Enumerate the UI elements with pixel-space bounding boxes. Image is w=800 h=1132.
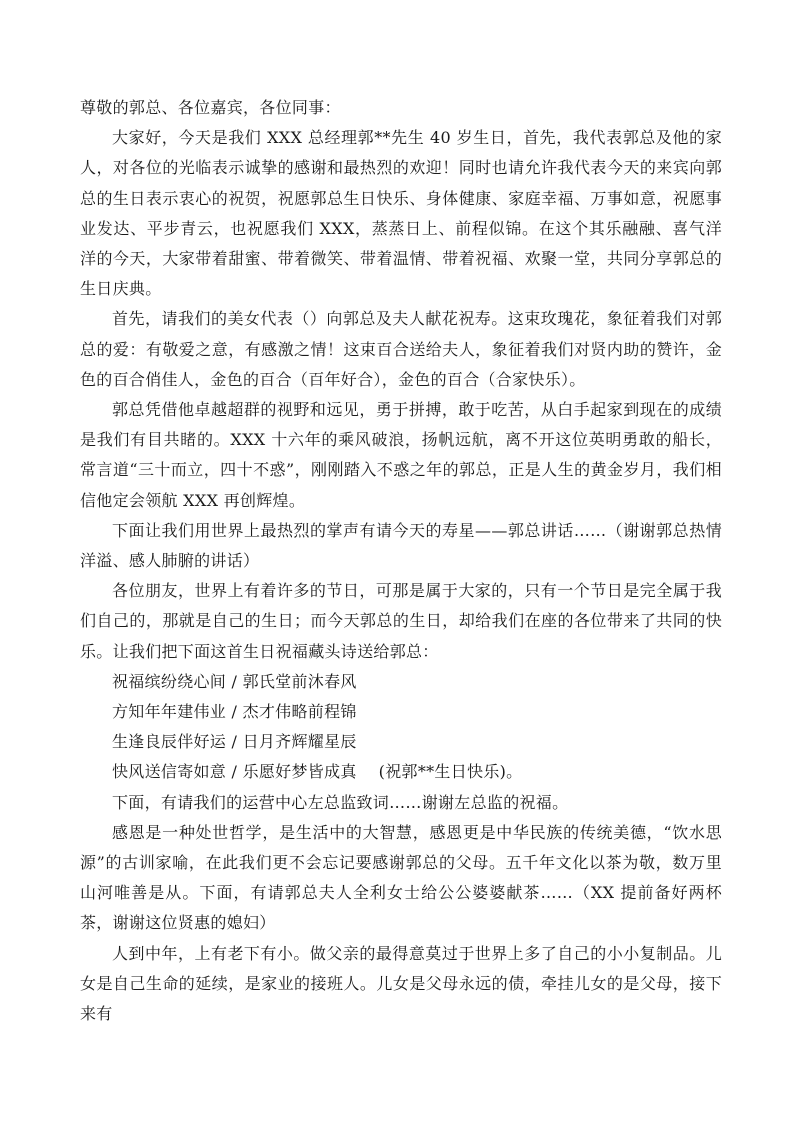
paragraph-achievements: 郭总凭借他卓越超群的视野和远见，勇于拼搏，敢于吃苦，从白手起家到现在的成绩是我们有目共睹的。XXX 十六年的乘风破浪，扬帆远航，离不开这位英明勇敢的船长，常言道“三十而立，四十不惑”，刚刚踏入不惑之年的郭总，正是人生的黄金岁月，我们相信他定会领航 XXX 再创辉煌。: [80, 400, 722, 510]
poem-line: 祝福缤纷绕心间 / 郭氏堂前沐春风: [112, 671, 357, 691]
paragraph-birthday-poem-intro: 各位朋友，世界上有着许多的节日，可那是属于大家的，只有一个节日是完全属于我们自己的，那就是自己的生日；而今天郭总的生日，却给我们在座的各位带来了共同的快乐。让我们把下面这首生日祝福藏头诗送给郭总：: [80, 581, 722, 661]
poem-line-last: [80, 757, 722, 787]
paragraph-welcome: 大家好，今天是我们 XXX 总经理郭**先生 40 岁生日，首先，我代表郭总及他的家人，对各位的光临表示诚挚的感谢和最热烈的欢迎！同时也请允许我代表今天的来宾向郭总的生日表示衷心的祝贺，祝愿郭总生日快乐、身体健康、家庭幸福、万事如意，祝愿事业发达、平步青云，也祝愿我们 XXX，蒸蒸日上、前程似锦。在这个其乐融融、喜气洋洋的今天，大家带着甜蜜、带着微笑、带着温情、带着祝福、欢聚一堂，共同分享郭总的生日庆典。: [80, 128, 722, 299]
paragraph-director-speech: 下面，有请我们的运营中心左总监致词……谢谢左总监的祝福。: [112, 792, 569, 812]
document-body: [80, 93, 722, 1029]
paragraph-gratitude: 感恩是一种处世哲学，是生活中的大智慧，感恩更是中华民族的传统美德，“饮水思源”的古训家喻，在此我们更不会忘记要感谢郭总的父母。五千年文化以茶为敬，数万里山河唯善是从。下面，有请郭总夫人全利女士给公公婆婆献茶……（XX 提前备好两杯茶，谢谢这位贤惠的媳妇）: [80, 822, 722, 933]
salutation: 尊敬的郭总、各位嘉宾，各位同事：: [80, 98, 341, 117]
poem-line: 生逢良辰伴好运 / 日月齐辉耀星辰: [112, 732, 357, 752]
poem-note: (祝郭**生日快乐)。: [378, 762, 523, 782]
paragraph-flowers: 首先，请我们的美女代表（）向郭总及夫人献花祝寿。这束玫瑰花，象征着我们对郭总的爱：有敬爱之意，有感激之情！这束百合送给夫人，象征着我们对贤内助的赞许，金色的百合俏佳人，金色的百合（百年好合），金色的百合（合家快乐）。: [80, 309, 722, 389]
poem-line: 快风送信寄如意 / 乐愿好梦皆成真: [112, 762, 357, 782]
paragraph-speech-invite: 下面让我们用世界上最热烈的掌声有请今天的寿星——郭总讲话……（谢谢郭总热情洋溢、感人肺腑的讲话）: [80, 520, 722, 571]
paragraph-middle-age: 人到中年，上有老下有小。做父亲的最得意莫过于世界上多了自己的小小复制品。儿女是自己生命的延续，是家业的接班人。儿女是父母永远的债，牵挂儿女的是父母，接下来有: [80, 943, 722, 1024]
poem-line: 方知年年建伟业 / 杰才伟略前程锦: [112, 702, 357, 722]
